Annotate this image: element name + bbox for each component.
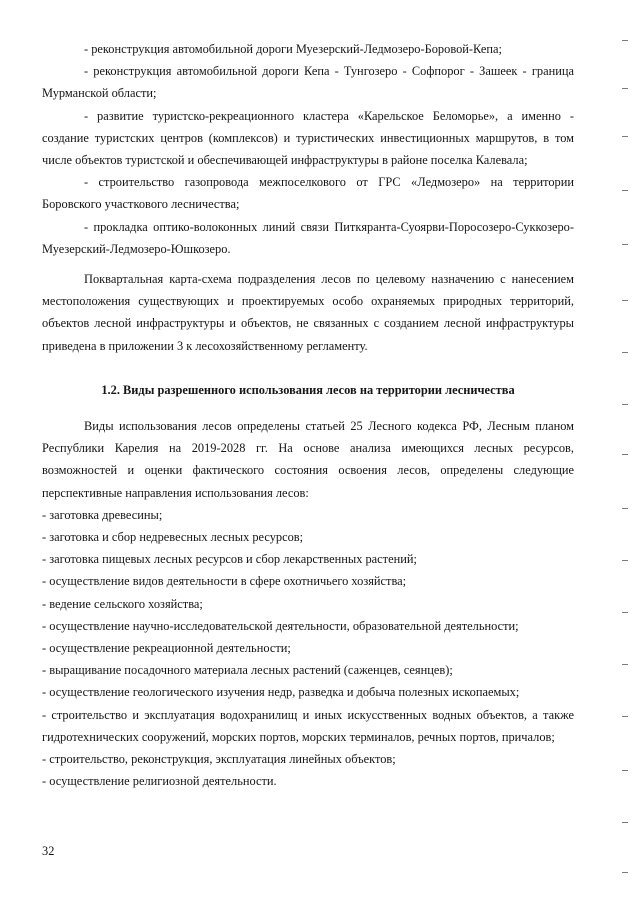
margin-mark xyxy=(622,352,628,353)
margin-mark xyxy=(622,822,628,823)
margin-mark xyxy=(622,136,628,137)
margin-mark xyxy=(622,300,628,301)
paragraph: - прокладка оптико-волоконных линий связи Питкяранта-Суоярви-Поросозеро-Суккозеро-Муезерский-Ледмозеро-Юшкозеро. xyxy=(42,219,574,256)
list-item: - осуществление видов деятельности в сфере охотничьего хозяйства; xyxy=(42,574,407,589)
list-item: - осуществление научно-исследовательской деятельности, образовательной деятельности; xyxy=(42,618,519,633)
list-item: - осуществление геологического изучения недр, разведка и добыча полезных ископаемых; xyxy=(42,685,520,700)
margin-mark xyxy=(622,404,628,405)
margin-mark xyxy=(622,40,628,41)
margin-mark xyxy=(622,560,628,561)
paragraph: Виды использования лесов определены статьей 25 Лесного кодекса РФ, Лесным планом Республики Карелия на 2019-2028 гг. На основе анализа имеющихся лесных ресурсов, возможностей и оценки фактического состояния освоения лесов, определены следующие перспективные направления использования лесов: xyxy=(42,419,574,500)
paragraph: - реконструкция автомобильной дороги Муезерский-Ледмозеро-Боровой-Кепа; xyxy=(84,42,502,56)
list-item: - осуществление рекреационной деятельности; xyxy=(42,641,291,656)
list-item: - заготовка пищевых лесных ресурсов и сбор лекарственных растений; xyxy=(42,552,417,567)
section-heading: 1.2. Виды разрешенного использования лесов на территории лесничества xyxy=(101,382,515,397)
list-item: - строительство и эксплуатация водохранилищ и иных искусственных водных объектов, а также гидротехнических сооружений, морских портов, морских терминалов, речных портов, причалов; xyxy=(42,707,574,744)
margin-mark xyxy=(622,770,628,771)
margin-mark xyxy=(622,190,628,191)
margin-mark xyxy=(622,88,628,89)
paragraph: - реконструкция автомобильной дороги Кепа - Тунгозеро - Софпорог - Зашеек - граница Мурманской области; xyxy=(42,64,574,101)
margin-mark xyxy=(622,872,628,873)
list-item: - строительство, реконструкция, эксплуатация линейных объектов; xyxy=(42,752,396,767)
margin-mark xyxy=(622,664,628,665)
paragraph: Поквартальная карта-схема подразделения лесов по целевому назначению с нанесением местоположения существующих и проектируемых особо охраняемых природных территорий, объектов лесной инфраструктуры и объектов, не связанных с созданием лесной инфраструктуры приведена в приложении 3 к лесохозяйственному регламенту. xyxy=(42,272,574,353)
document-body xyxy=(42,38,574,793)
paragraph: - строительство газопровода межпоселкового от ГРС «Ледмозеро» на территории Боровского участкового лесничества; xyxy=(42,175,574,212)
list-item: - осуществление религиозной деятельности. xyxy=(42,774,277,789)
list-item: - заготовка древесины; xyxy=(42,507,163,522)
margin-mark xyxy=(622,716,628,717)
margin-mark xyxy=(622,612,628,613)
list-item: - заготовка и сбор недревесных лесных ресурсов; xyxy=(42,530,304,545)
paragraph: - развитие туристско-рекреационного кластера «Карельское Беломорье», а именно - создание туристских центров (комплексов) и туристических инвестиционных маршрутов, в том числе объектов туристской и обеспечивающей инфраструктуры в районе поселка Калевала; xyxy=(42,108,574,168)
margin-mark xyxy=(622,454,628,455)
list-item: - ведение сельского хозяйства; xyxy=(42,596,203,611)
scan-margin-marks xyxy=(610,0,640,905)
margin-mark xyxy=(622,508,628,509)
page-number: 32 xyxy=(42,844,55,858)
margin-mark xyxy=(622,244,628,245)
list-item: - выращивание посадочного материала лесных растений (саженцев, сеянцев); xyxy=(42,663,453,678)
